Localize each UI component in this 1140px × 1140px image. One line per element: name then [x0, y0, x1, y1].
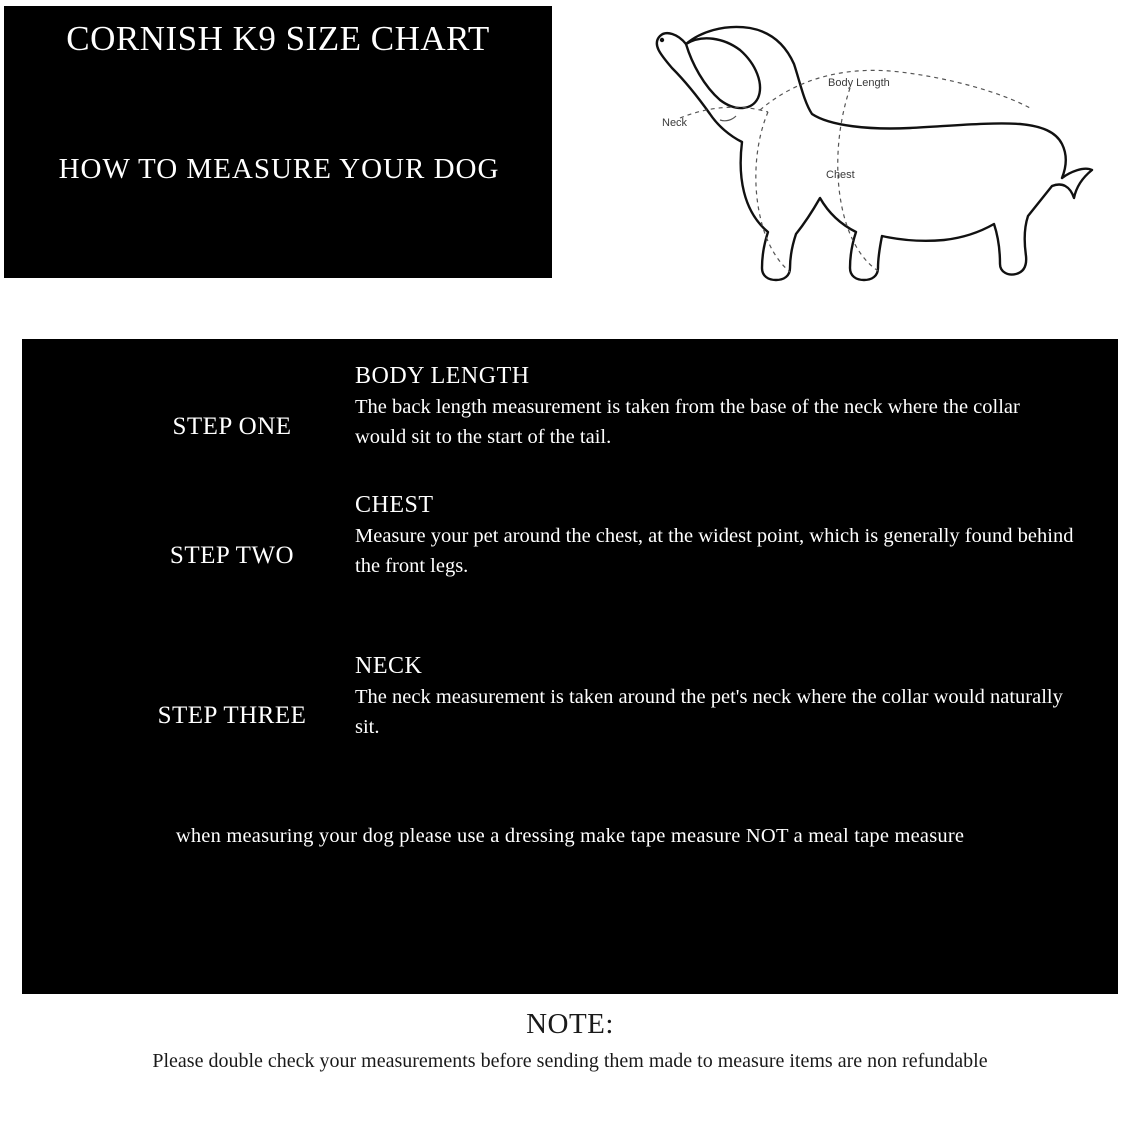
step-heading-neck: NECK: [355, 653, 423, 679]
steps-panel: [22, 339, 1118, 994]
step-body-two: [355, 492, 1075, 582]
step-text-body-length: The back length measurement is taken from the base of the neck where the collar would sit to the start of the tail.: [355, 396, 1020, 449]
page-subtitle: HOW TO MEASURE YOUR DOG: [58, 153, 500, 185]
step-body-three: [355, 653, 1075, 743]
step-label-three: STEP THREE: [157, 702, 307, 729]
footer-text: Please double check your measurements before sending them made to measure items are non refundable: [152, 1050, 988, 1072]
step-body-one: [355, 363, 1075, 453]
diagram-label-neck: Neck: [662, 117, 688, 129]
header-block: [4, 6, 552, 278]
step-label-one: STEP ONE: [172, 413, 292, 440]
page-title: CORNISH K9 SIZE CHART: [66, 19, 490, 58]
dog-measurement-diagram: [600, 10, 1120, 300]
diagram-label-chest: Chest: [826, 169, 855, 181]
step-text-chest: Measure your pet around the chest, at the widest point, which is generally found behind the front legs.: [355, 525, 1074, 578]
step-heading-body-length: BODY LENGTH: [355, 363, 530, 389]
footer-title: NOTE:: [526, 1008, 614, 1040]
diagram-label-body-length: Body Length: [828, 77, 890, 89]
step-heading-chest: CHEST: [355, 492, 434, 518]
tape-measure-note: when measuring your dog please use a dressing make tape measure NOT a meal tape measure: [175, 825, 965, 847]
step-label-two: STEP TWO: [169, 542, 295, 569]
footer-note: [0, 1008, 1140, 1076]
step-text-neck: The neck measurement is taken around the pet's neck where the collar would naturally sit.: [355, 686, 1063, 739]
